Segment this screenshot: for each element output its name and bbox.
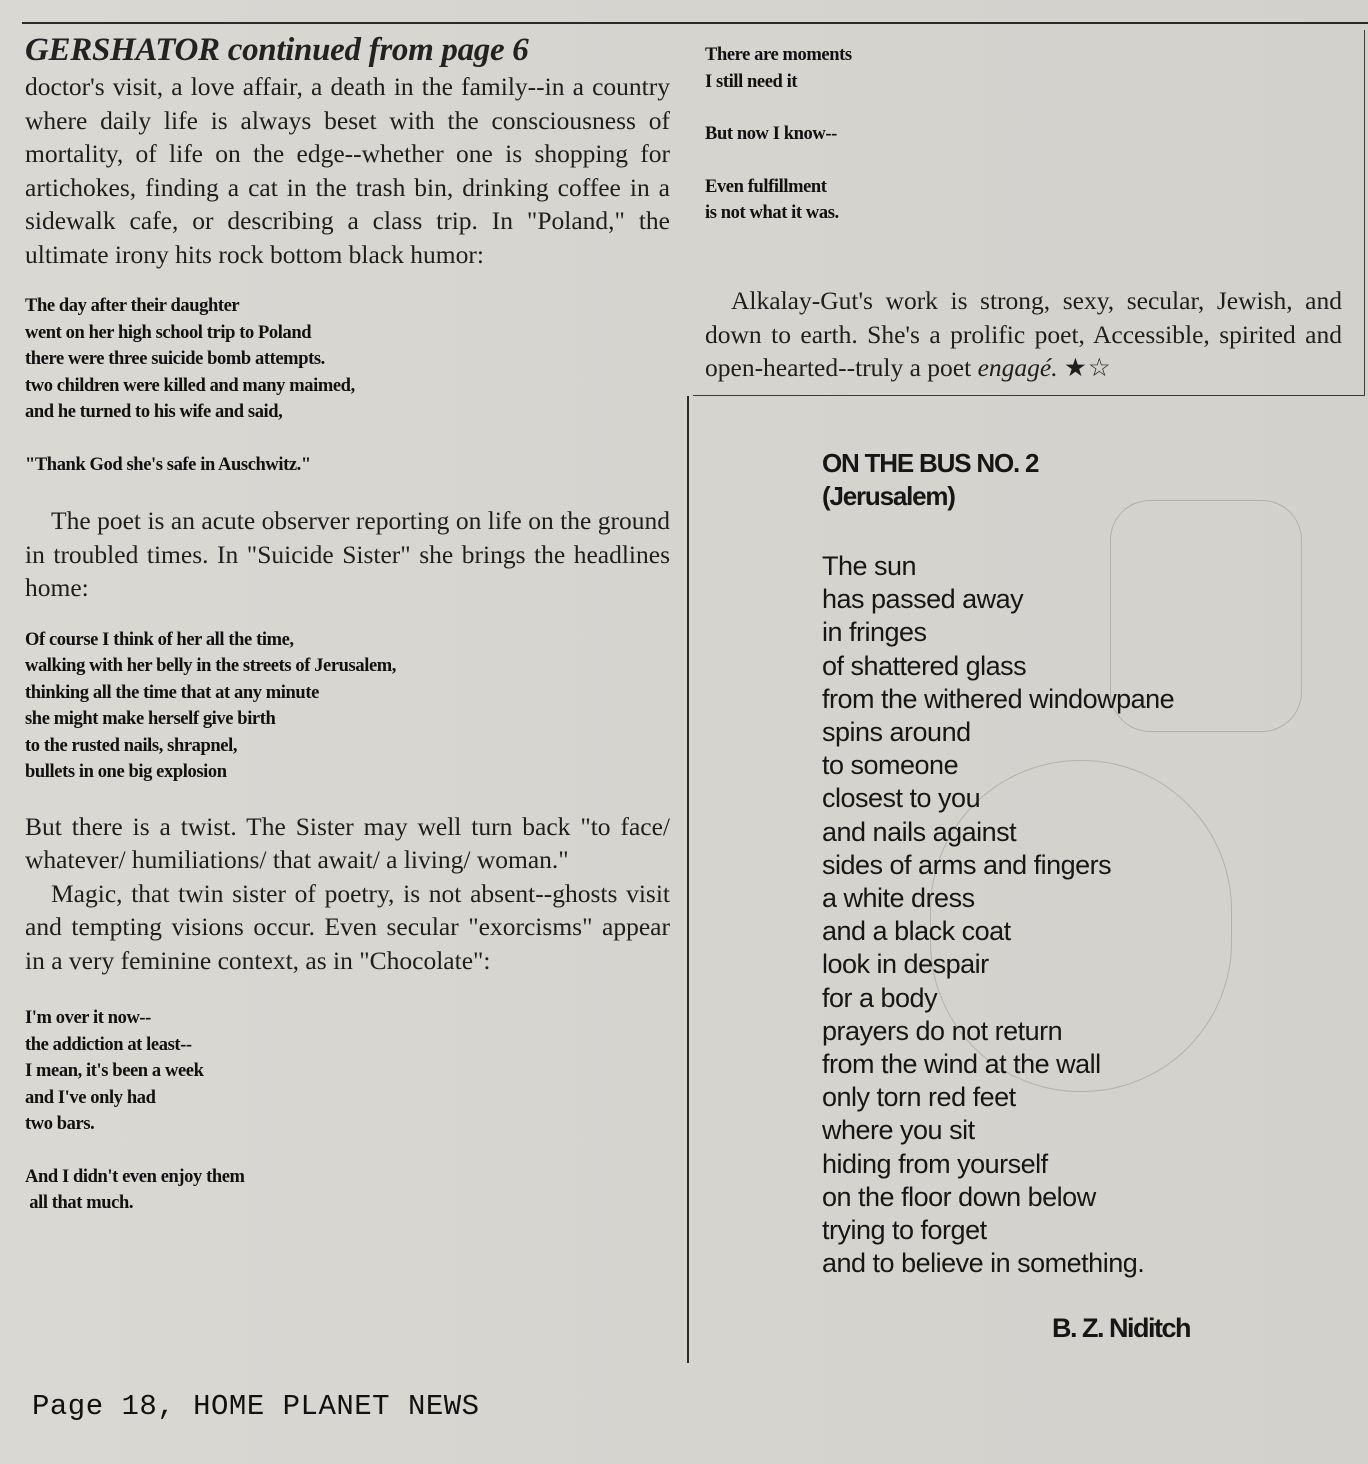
quote-line: the addiction at least-- — [25, 1034, 192, 1055]
poem-line: in fringes — [822, 617, 927, 648]
column-divider — [687, 396, 689, 1363]
poem-line: spins around — [822, 717, 971, 748]
right-review-box — [693, 30, 1365, 396]
continued-headline: GERSHATOR continued from page 6 — [25, 32, 529, 68]
quote-line: and he turned to his wife and said, — [25, 402, 283, 422]
poem-line: for a body — [822, 982, 938, 1013]
poem-title — [822, 447, 1174, 513]
poem-line: look in despair — [822, 949, 989, 980]
engage-word: engagé. — [977, 353, 1058, 382]
top-rule — [22, 22, 1368, 24]
poem-line: closest to you — [822, 783, 981, 814]
stanza-break — [705, 148, 852, 174]
poem-line: trying to forget — [822, 1215, 987, 1246]
quote-fulfillment — [705, 42, 852, 227]
poem-line: hiding from yourself — [822, 1148, 1048, 1179]
quote-line: two bars. — [25, 1114, 95, 1134]
paragraph-3: But there is a twist. The Sister may well turn back "to face/ whatever/ humiliations/ that await/ a living/ woman." — [25, 811, 670, 874]
quote-line: there were three suicide bomb attempts. — [25, 349, 325, 369]
poem-line: and nails against — [822, 816, 1017, 847]
paragraph-2: The poet is an acute observer reporting on life on the ground in troubled times. In "Suicide Sister" she brings the headlines home: — [25, 506, 670, 602]
quote-line: is not what it was. — [705, 203, 839, 223]
quote-line: "Thank God she's safe in Auschwitz." — [25, 454, 311, 475]
poem-author: B. Z. Niditch — [1052, 1313, 1190, 1343]
closing-text: Alkalay-Gut's work is strong, sexy, secular, Jewish, and down to earth. She's a prolific poet, Accessible, spirited and open-hearted--truly a poet — [705, 286, 1342, 382]
quote-line: two children were killed and many maimed, — [25, 375, 355, 396]
quote-suicide-sister — [25, 627, 670, 786]
quote-poland — [25, 293, 670, 478]
poem-line: from the withered windowpane — [822, 683, 1175, 714]
quote-line: And I didn't even enjoy them — [25, 1166, 245, 1187]
stanza-break — [705, 95, 852, 121]
quote-line: I still need it — [705, 71, 798, 92]
poem-line: from the wind at the wall — [822, 1049, 1101, 1080]
poem-line: prayers do not return — [822, 1015, 1063, 1046]
poem-line: sides of arms and fingers — [822, 849, 1112, 880]
poem-line: has passed away — [822, 584, 1024, 615]
poem-line: to someone — [822, 750, 959, 781]
stanza-break — [25, 1138, 670, 1164]
quote-line: The day after their daughter — [25, 296, 240, 316]
quote-line: Even fulfillment — [705, 176, 827, 197]
paragraph-4: Magic, that twin sister of poetry, is not absent--ghosts visit and tempting visions occur. Even secular "exorcisms" appear in a very feminine context, as in "Chocolate": — [25, 878, 670, 975]
star-ornament: ★☆ — [1063, 353, 1112, 382]
closing-paragraph — [705, 284, 1342, 385]
poem-line: a white dress — [822, 883, 975, 914]
quote-line: all that much. — [25, 1193, 134, 1213]
poem-subtitle-line: (Jerusalem) — [822, 481, 955, 511]
quote-line: Of course I think of her all the time, — [25, 629, 294, 650]
quote-line: I'm over it now-- — [25, 1008, 151, 1028]
poem-line: on the floor down below — [822, 1181, 1096, 1212]
poem-line: and to believe in something. — [822, 1248, 1145, 1279]
quote-line: to the rusted nails, shrapnel, — [25, 735, 238, 756]
quote-line: bullets in one big explosion — [25, 762, 227, 782]
quote-line: But now I know-- — [705, 124, 837, 144]
paragraph-1: doctor's visit, a love affair, a death in the family--in a country where daily life is always beset with the consciousness of mortality, of life on the edge--whether one is shopping for artichokes, finding a cat in the trash bin, drinking coffee in a sidewalk cafe, or describing a class trip. In "Poland," the ultimate irony hits rock bottom black humor: — [25, 72, 670, 269]
poem-title-line: ON THE BUS NO. 2 — [822, 448, 1039, 478]
page-footer: Page 18, HOME PLANET NEWS — [32, 1390, 480, 1423]
left-column — [25, 30, 670, 1217]
poem-line: where you sit — [822, 1115, 975, 1146]
quote-line: I mean, it's been a week — [25, 1061, 204, 1081]
quote-line: walking with her belly in the streets of Jerusalem, — [25, 656, 396, 676]
poem-body — [822, 550, 1174, 1280]
poem-line: only torn red feet — [822, 1082, 1016, 1113]
quote-line: thinking all the time that at any minute — [25, 682, 319, 703]
quote-line: went on her high school trip to Poland — [25, 322, 312, 343]
poem-line: and a black coat — [822, 916, 1011, 947]
stanza-break — [25, 426, 670, 452]
quote-line: There are moments — [705, 45, 852, 65]
poem-line: of shattered glass — [822, 650, 1027, 681]
quote-line: she might make herself give birth — [25, 709, 276, 729]
quote-chocolate — [25, 1005, 670, 1217]
poem-line: The sun — [822, 551, 917, 581]
poem-on-the-bus — [822, 447, 1174, 1280]
quote-line: and I've only had — [25, 1087, 156, 1108]
